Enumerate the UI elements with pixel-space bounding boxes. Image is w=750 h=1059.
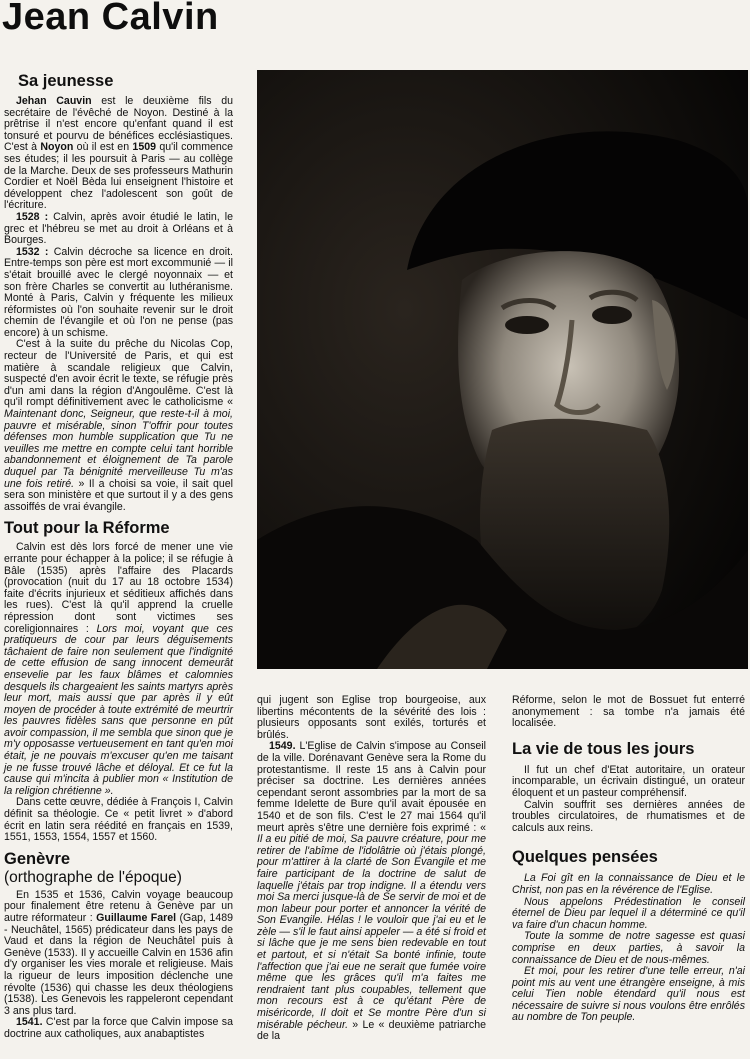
heading-geneve-subtitle: (orthographe de l'époque)	[4, 868, 182, 886]
paragraph: En 1535 et 1536, Calvin voyage beaucoup pour finalement être retenu à Genève par un autre réformateur : Guillaume Farel (Gap, 1489 - Neuchâtel, 1565) prédicateur dans les pays de Vaud et dans la région de Neuchâtel puis à Genève (1533). Il y accueille Calvin en 1536 afin d'y organiser les vies morale et religieuse. Mais la rigueur de leurs imposition déclenche une révolte (1536) qui chasse les deux théologiens (1538). Les Genevois les rappeleront cependant 3 ans plus tard.	[4, 888, 234, 1017]
paragraph: Calvin est dès lors forcé de mener une vie errante pour échapper à la police; il se réfugie à Bâle (1535) après l'affaire des Placards (provocation (nuit du 17 au 18 octobre 1534) faite d'écrits injurieux et séditieux affichés dans les rues). C'est là qu'il apprend la cruelle répression dont sont victimes ses coreligionnaires : Lors moi, voyant que ces pratiqueurs de cour par leurs déguisements tâchaient de faire non seulement que l'indignité de cette effusion de sang innocent demeurât ensevelie par les faux blâmes et calomnies desquels ils chargeaient les saints martyrs après leur mort, mais aussi que par après il y eût moyen de procéder à toute extrémité de meurtrir les pauvres fidèles sans que personne en pût avoir compassion, il me sembla que sinon que je m'y opposasse vertueusement en tant qu'en moi était, je ne pouvais m'excuser qu'en me taisant je ne fusse trouvé lâche et déloyal. Et ce fut la cause qui m'incita à publier mon « Institution de la religion chrétienne ».	[4, 541, 233, 797]
article-column-1	[4, 72, 233, 1041]
quote: Toute la somme de notre sagesse est quasi comprise en deux parties, à savoir la connaissance de Dieu et de nous-mêmes.	[512, 930, 745, 966]
heading-geneve: Genèvre	[4, 849, 71, 868]
quote: La Foi gît en la connaissance de Dieu et le Christ, non pas en la révérence de l'Eglise.	[512, 872, 745, 896]
article-column-3	[512, 695, 745, 1024]
heading-quelques-pensees: Quelques pensées	[512, 848, 658, 867]
paragraph: Dans cette œuvre, dédiée à François I, Calvin définit sa théologie. Ce « petit livret » d'abord écrit en latin sera réédité en français en 1539, 1551, 1553, 1554, 1557 et 1560.	[4, 796, 233, 844]
paragraph: Calvin souffrit ses dernières années de troubles circulatoires, de rhumatismes et de calculs aux reins.	[512, 798, 745, 834]
heading-sa-jeunesse: Sa jeunesse	[18, 72, 114, 90]
paragraph: 1541. C'est par la force que Calvin impose sa doctrine aux catholiques, aux anabaptistes	[4, 1016, 233, 1040]
article-column-2	[257, 695, 486, 1043]
paragraph: C'est à la suite du prêche du Nicolas Cop, recteur de l'Université de Paris, et qui est matière à scandale religieux que Calvin, suspecté d'en avoir écrit le texte, se réfugie près d'un ami dans la région d'Angoulême. C'est là qu'il rompt définitivement avec le catholicisme « Maintenant donc, Seigneur, que reste-t-il à moi, pauvre et misérable, sinon T'offrir pour toutes défenses mon humble supplication que Tu ne veuilles me mettre en compte celui tant horrible abandonnement et éloignement de Ta parole duquel par Ta bénignité merveilleuse Tu m'as une fois retiré. » Il a choisi sa voie, il sait quel sera son ministère et que surtout il y a des gens assoiffés de vrai évangile.	[4, 338, 233, 513]
paragraph: Réforme, selon le mot de Bossuet fut enterré anonymement : sa tombe n'a jamais été localisée.	[512, 694, 745, 730]
paragraph: 1532 : Calvin décroche sa licence en droit. Entre-temps son père est mort excommunié — il s'était brouillé avec le clergé noyonnaix — et son frère Charles se convertit au luthéranisme. Monté à Paris, Calvin y fréquente les milieux réformistes où l'on souhaite revenir sur le droit chemin de l'évangile et où l'on ne pense (pas encore) à un schisme.	[4, 245, 233, 339]
heading-tout-pour-la-reforme: Tout pour la Réforme	[4, 519, 170, 538]
heading-la-vie-de-tous-les-jours: La vie de tous les jours	[512, 739, 695, 758]
quote: Nous appelons Prédestination le conseil éternel de Dieu par lequel il a déterminé ce qu'il va faire d'un chacun homme.	[512, 895, 745, 931]
paragraph: Il fut un chef d'Etat autoritaire, un orateur incomparable, un écrivain distingué, un orateur éloquent et un pasteur compréhensif.	[512, 763, 745, 799]
portrait-of-calvin-illustration	[257, 70, 748, 669]
quote: Et moi, pour les retirer d'une telle erreur, n'ai point mis au vent une étrangère enseigne, à mis celui Tien noble étendard qu'il nous est nécessaire de suivre si nous voulons être enrôlés au nombre de Ton peuple.	[512, 965, 745, 1024]
portrait-image	[257, 70, 748, 669]
page-title: Jean Calvin	[2, 0, 219, 38]
paragraph: 1549. L'Eglise de Calvin s'impose au Conseil de la ville. Dorénavant Genève sera la Rome du protestantisme. Il reste 15 ans à Calvin pour préciser sa doctrine. Les dernières années cependant seront assombries par la mort de sa femme Idelette de Bure qu'il avait épousée en 1540 et de son fils. C'est le 27 mai 1564 qu'il meurt après s'être une dernière fois exprimé : « Il a eu pitié de moi, Sa pauvre créature, pour me retirer de l'abîme de l'idolâtrie où j'étais plongé, pour m'attirer à la clarté de Son Evangile et me faire participant de la doctrine de salut de laquelle j'étais par trop indigne. Il a étendu vers moi Sa merci jusque-là de Se servir de moi et de mon labeur pour porter et annoncer la vérité de Son Evangile. Hélas ! le vouloir que j'ai eu et le zèle — s'il le faut ainsi appeler — a été si froid et si lâche que je me sens bien redevable en tout et partout, et si n'était Sa bonté infinie, toute l'affection que j'ai eue ne serait que fumée voire même que les grâces qu'il m'a faites me rendraient tant plus coupables, tellement que mon recours est à ce qu'étant Père de miséricorde, Il doit et Se montre Père d'un si misérable pécheur. » Le « deuxième patriarche de la	[257, 740, 486, 1043]
paragraph: qui jugent son Eglise trop bourgeoise, aux libertins mécontents de la sévérité des lois : plusieurs opposants sont exilés, torturés et brûlés.	[257, 694, 486, 741]
paragraph: 1528 : Calvin, après avoir étudié le latin, le grec et l'hébreu se met au droit à Orléans et à Bourges.	[4, 210, 233, 247]
paragraph: Jehan Cauvin est le deuxième fils du secrétaire de l'évêché de Noyon. Destiné à la prêtrise il n'est encore qu'enfant quand il est tonsuré et pourvu de bénéfices ecclésiastiques. C'est à Noyon où il est en 1509 qu'il commence ses études; il les poursuit à Paris — au collège de la Marche. Deux de ses professeurs Mathurin Cordier et Noël Bèda lui enseignent l'histoire et développent chez l'adolescent son goût de l'écriture.	[4, 95, 233, 212]
